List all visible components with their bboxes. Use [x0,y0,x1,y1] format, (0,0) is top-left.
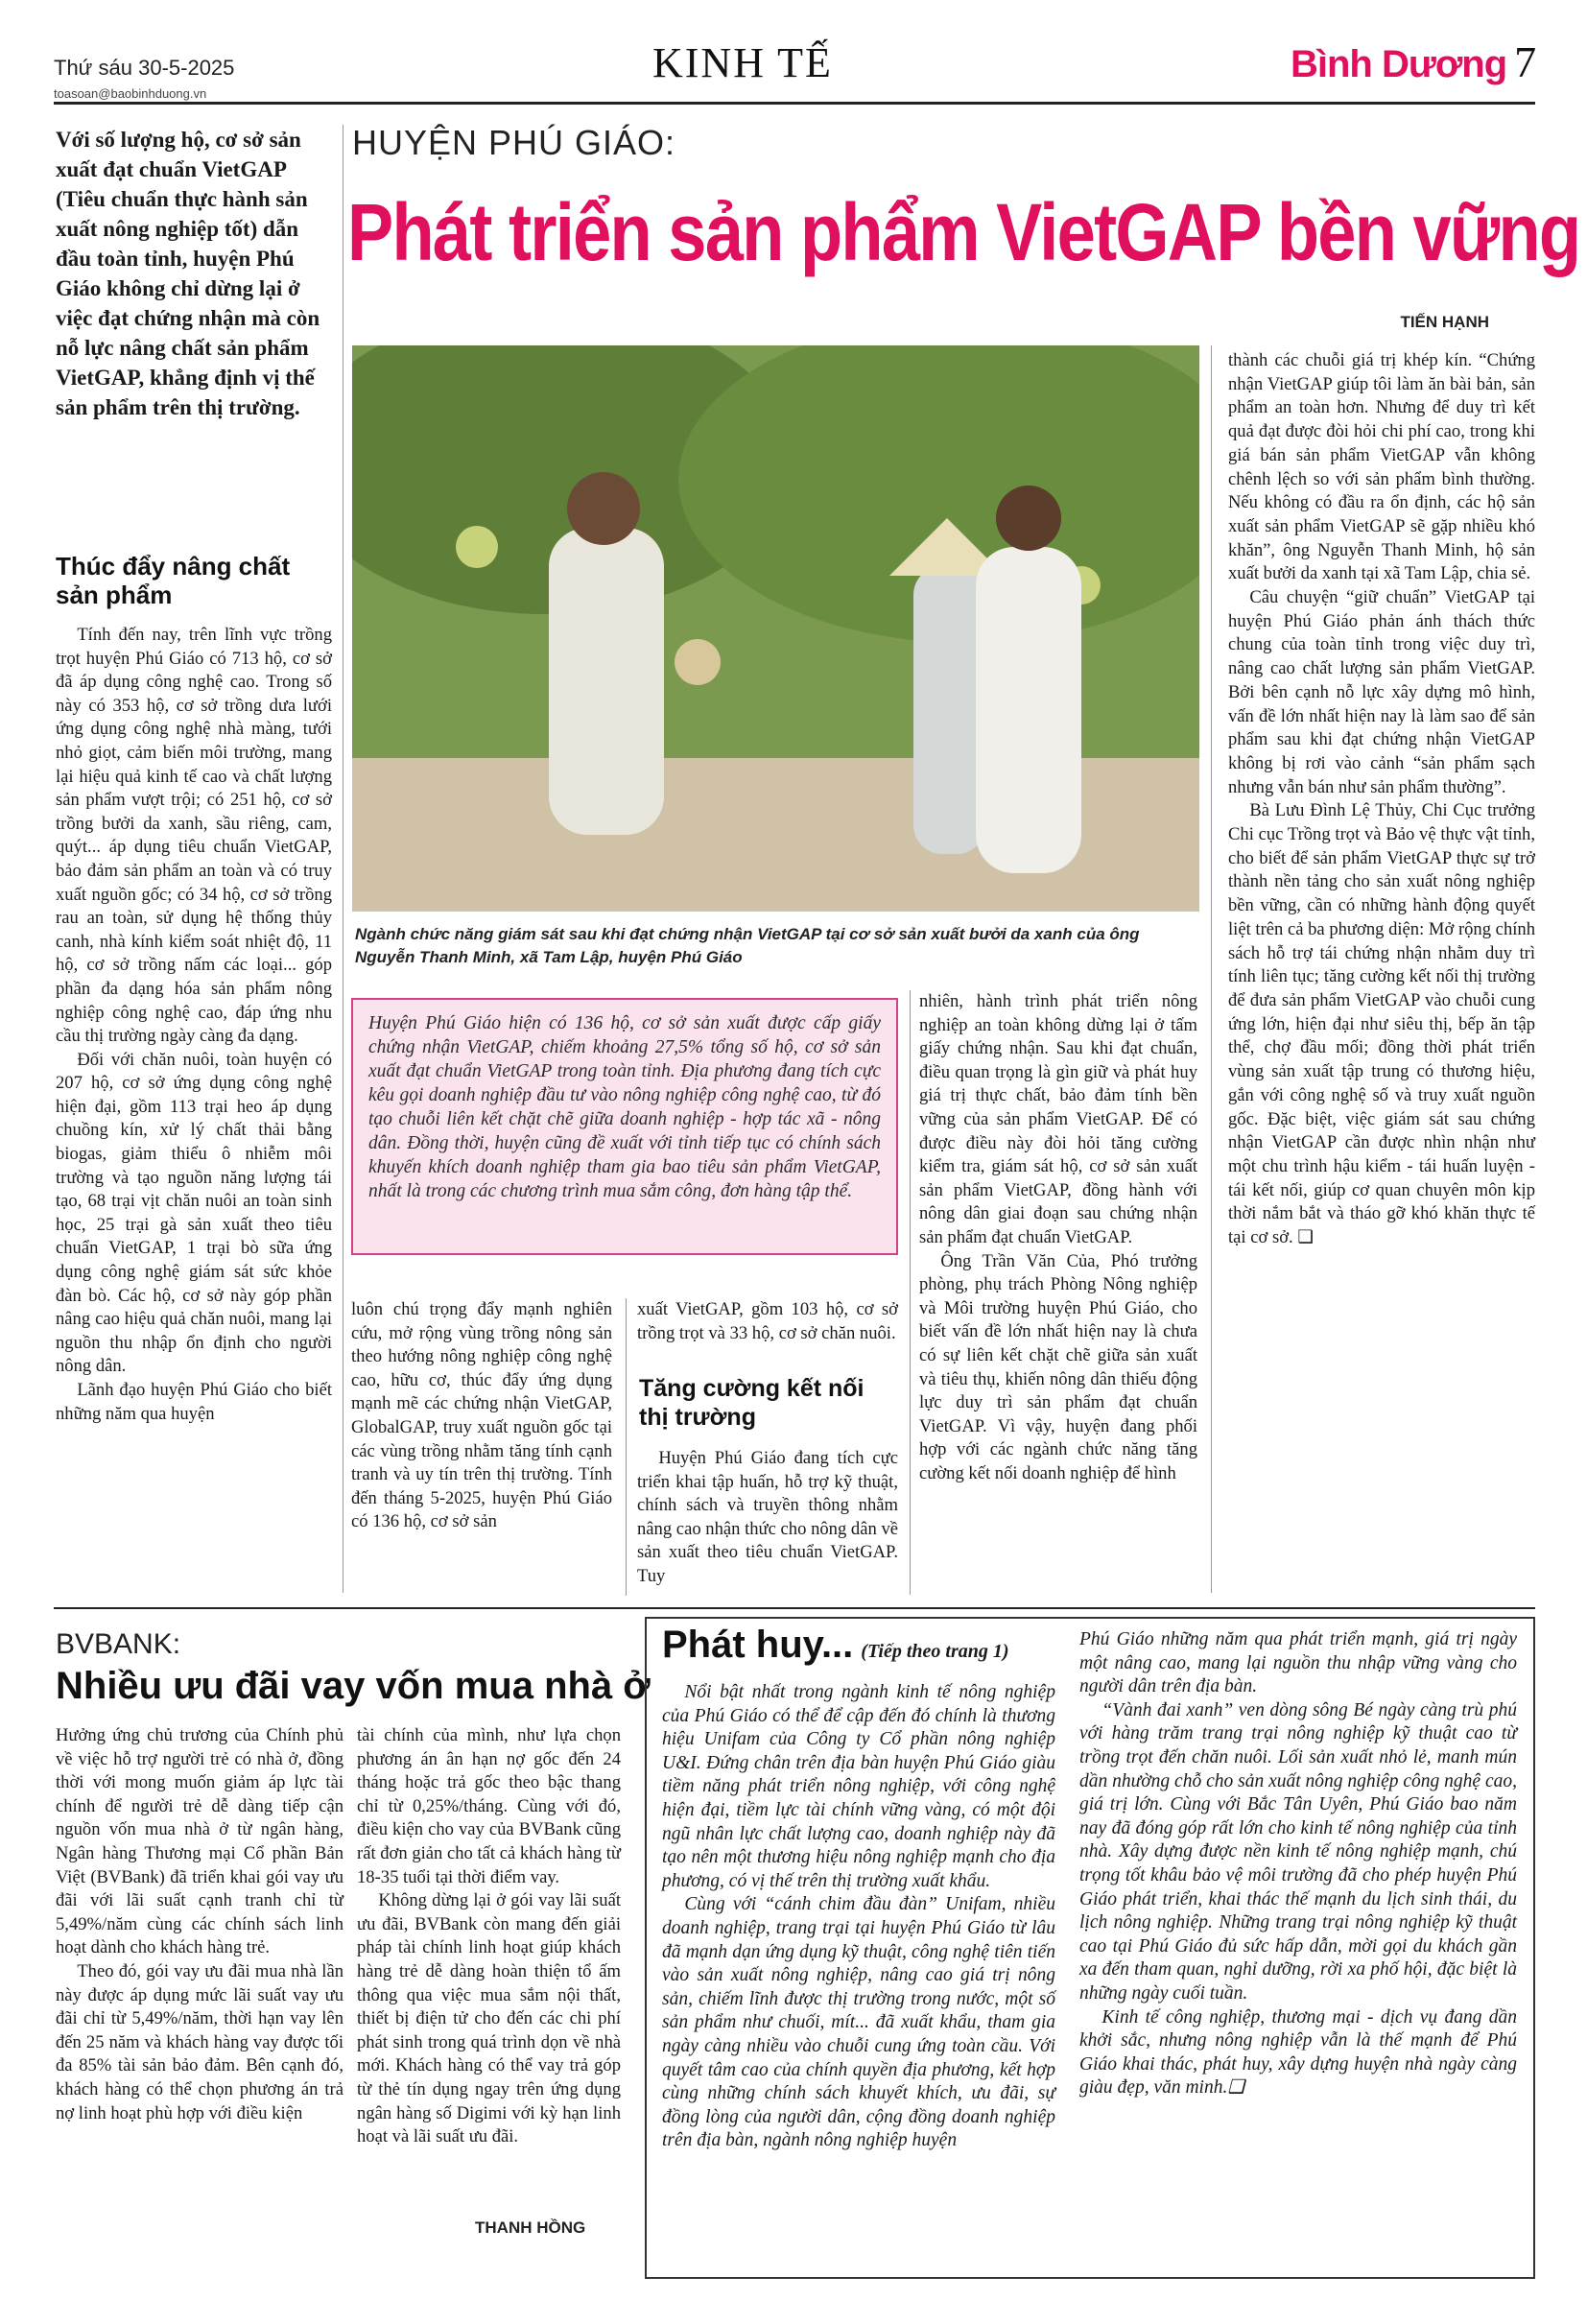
paragraph: Câu chuyện “giữ chuẩn” VietGAP tại huyện Phú Giáo phản ánh thách thức chung của toàn tỉnh trong việc duy trì, nâng cao chất lượng sản phẩm VietGAP. Bởi bên cạnh nỗ lực xây dựng mô hình, vấn đề lớn nhất hiện nay là làm sao để sản phẩm sau khi đạt chứng nhận VietGAP không bị rơi vào cảnh “sản phẩm sạch nhưng vẫn bán như sản phẩm thường”. [1228,587,1535,797]
paragraph: luôn chú trọng đẩy mạnh nghiên cứu, mở rộng vùng trồng nông sản theo hướng nông nghiệp công nghệ cao, hữu cơ, thúc đẩy ứng dụng mạnh mẽ các chứng nhận VietGAP, GlobalGAP, truy xuất nguồn gốc tại các vùng trồng nhằm tăng tính cạnh tranh và uy tín trên thị trường. Tính đến tháng 5-2025, huyện Phú Giáo có 136 hộ, cơ sở sản [351,1299,612,1532]
paragraph: Ông Trần Văn Của, Phó trưởng phòng, phụ trách Phòng Nông nghiệp và Môi trường huyện Phú Giáo, cho biết vấn đề lớn nhất hiện nay là chưa có sự liên kết chặt chẽ giữa sản xuất và tiêu thụ, khiến nông dân thiếu động lực duy trì sản phẩm đạt chuẩn VietGAP. Vì vậy, huyện đang phối hợp với các ngành chức năng tăng cường kết nối doanh nghiệp để hình [919,1250,1197,1483]
column-divider [626,1298,627,1596]
issue-date: Thứ sáu 30-5-2025 [54,56,235,80]
subhead-tang-cuong: Tăng cường kết nối thị trường [639,1375,865,1431]
paragraph: Theo đó, gói vay ưu đãi mua nhà lần này được áp dụng mức lãi suất vay ưu đãi chỉ từ 5,49%/năm, thời hạn vay lên đến 25 năm và khách hàng vay được tối đa 85% tài sản bảo đảm. Bên cạnh đó, khách hàng có thể chọn phương án trả nợ linh hoạt phù hợp với điều kiện [56,1960,343,2123]
paragraph: Không dừng lại ở gói vay lãi suất ưu đãi, BVBank còn mang đến giải pháp tài chính linh hoạt giúp khách hàng trẻ dễ dàng hoàn thiện tổ ấm thông qua việc mua sắm nội thất, thiết bị điện tử cho đến các chi phí phát sinh trong quá trình dọn về nhà mới. Khách hàng có thể vay trả góp từ thẻ tín dụng ngay trên ứng dụng ngân hàng số Digimi với kỳ hạn linh hoạt và lãi suất ưu đãi. [357,1890,621,2147]
masthead-rule [54,102,1535,105]
article-kicker: HUYỆN PHÚ GIÁO: [352,123,676,162]
lead-intro: Với số lượng hộ, cơ sở sản xuất đạt chuẩn VietGAP (Tiêu chuẩn thực hành sản xuất nông nghiệp tốt) dẫn đầu toàn tỉnh, huyện Phú Giáo không chỉ dừng lại ở việc đạt chứng nhận mà còn nỗ lực nâng chất sản phẩm VietGAP, khẳng định vị thế sản phẩm trên thị trường. [56,128,320,419]
paragraph: Kinh tế công nghiệp, thương mại - dịch vụ đang dần khởi sắc, nhưng nông nghiệp vẫn là thế mạnh để Phú Giáo khai thác, phát huy, xây dựng huyện nhà ngày càng giàu đẹp, văn minh.❑ [1079,2006,1517,2099]
column-divider [1211,345,1212,1593]
paragraph: Bà Lưu Đình Lệ Thủy, Chi Cục trưởng Chi cục Trồng trọt và Bảo vệ thực vật tỉnh, cho biết để sản phẩm VietGAP thực sự trở thành nền tảng cho sản xuất nông nghiệp bền vững, cần có những hành động quyết liệt trên cả ba phương diện: Mở rộng chính sách hỗ trợ tái chứng nhận nhằm duy trì tính liên tục; tăng cường kết nối thị trường để đưa sản phẩm VietGAP vào chuỗi cung ứng lớn, hiện đại như siêu thị, bếp ăn tập thể, chợ đầu mối; đồng thời phát triển vùng sản xuất tập trung có thương hiệu, gắn với công nghệ số và truy xuất nguồn gốc. Đặc biệt, việc giám sát sau chứng nhận VietGAP cần được nhìn nhận như một chu trình hậu kiểm - tái huấn luyện - tái kết nối, giúp cơ quan chuyên môn kịp thời nắm bắt và tháo gỡ khó khăn thực tế tại cơ sở. ❑ [1228,800,1535,1248]
article-column-1 [56,624,332,1426]
article-column-5 [1228,349,1535,1250]
masthead-brand [1291,36,1536,87]
highlight-text: Huyện Phú Giáo hiện có 136 hộ, cơ sở sản xuất được cấp giấy chứng nhận VietGAP, chiếm khoảng 27,5% tổng số hộ, cơ sở sản xuất đạt chuẩn VietGAP trong toàn tỉnh. Địa phương đang tích cực kêu gọi doanh nghiệp đầu tư vào nông nghiệp công nghệ cao, từ đó tạo chuỗi liên kết chặt chẽ giữa doanh nghiệp - hợp tác xã - nông dân. Đồng thời, huyện cũng đề xuất với tỉnh tiếp tục có chính sách khuyến khích doanh nghiệp tham gia bao tiêu sản phẩm VietGAP, nhất là trong các chương trình mua sắm công, đơn hàng tập thể. [368,1013,881,1201]
bvbank-author: THANH HỒNG [475,2218,586,2237]
bvbank-headline: Nhiều ưu đãi vay vốn mua nhà ở [56,1665,651,1707]
article-photo [352,345,1199,912]
highlight-box [351,998,898,1255]
section-rule [54,1607,1535,1609]
paragraph: Cùng với “cánh chim đầu đàn” Unifam, nhiều doanh nghiệp, trang trại tại huyện Phú Giáo từ lâu đã mạnh dạn ứng dụng kỹ thuật, công nghệ tiên tiến vào sản xuất nông nghiệp, nâng cao giá trị nông sản, chiếm lĩnh được thị trường trong nước, một số sản phẩm như chuối, mít... đã xuất khẩu, tham gia ngày càng nhiều vào chuỗi cung ứng toàn cầu. Với quyết tâm cao của chính quyền địa phương, kết hợp cùng những chính sách khuyết khích, ưu đãi, sự đồng lòng của người dân, cộng đồng doanh nghiệp trên địa bàn, ngành nông nghiệp huyện [662,1894,1055,2151]
paragraph: “Vành đai xanh” ven dòng sông Bé ngày càng trù phú với hàng trăm trang trại nông nghiệp kỹ thuật cao từ trồng trọt đến chăn nuôi. Lối sản xuất nhỏ lẻ, manh mún dần nhường chỗ cho sản xuất nông nghiệp công nghệ cao, giá trị lớn. Cùng với Bắc Tân Uyên, Phú Giáo bao năm nay đã đóng góp rất lớn cho kinh tế nông nghiệp của tỉnh nhà. Xây dựng được nền kinh tế nông nghiệp mạnh, chú trọng tốt khâu bảo vệ môi trường đã cho phép huyện Phú Giáo phát triển, khai thác thế mạnh du lịch sinh thái, du lịch nông nghiệp. Những trang trại nông nghiệp kỹ thuật cao tại Phú Giáo đủ sức hấp dẫn, mời gọi du khách gần xa đến tham quan, nghỉ dưỡng, rời xa phố hội, đặc biệt là những ngày cuối tuần. [1079,1699,1517,2004]
paragraph: Hưởng ứng chủ trương của Chính phủ về việc hỗ trợ người trẻ có nhà ở, đồng thời với mong muốn giảm áp lực tài chính để người trẻ dễ dàng tiếp cận nguồn vốn mua nhà ở từ ngân hàng, Ngân hàng Thương mại Cổ phần Bản Việt (BVBank) đã triển khai gói vay ưu đãi với lãi suất cạnh tranh chỉ từ 5,49%/năm cùng các chính sách linh hoạt dành cho khách hàng trẻ. [56,1725,343,1958]
paragraph: nhiên, hành trình phát triển nông nghiệp an toàn không dừng lại ở tấm giấy chứng nhận. Sau khi đạt chuẩn, điều quan trọng là gìn giữ và phát huy giá trị thực chất, bảo đảm tính bền vững của sản phẩm VietGAP. Để có được điều này đòi hỏi tăng cường kiểm tra, giám sát hộ, cơ sở sản xuất sản phẩm VietGAP, đồng hành với nông dân giai đoạn sau chứng nhận sản phẩm đạt chuẩn VietGAP. [919,991,1197,1247]
paragraph: Tính đến nay, trên lĩnh vực trồng trọt huyện Phú Giáo có 713 hộ, cơ sở đã áp dụng công nghệ cao. Trong số này có 353 hộ, cơ sở trồng dưa lưới ứng dụng công nghệ nhà màng, tưới nhỏ giọt, cảm biến môi trường, mang lại hiệu quả kinh tế cao và chất lượng sản phẩm vượt trội; có 251 hộ, cơ sở trồng bưởi da xanh, sầu riêng, cam, quýt... áp dụng tiêu chuẩn VietGAP, bảo đảm sản phẩm an toàn và có truy xuất nguồn gốc; có 34 hộ, cơ sở trồng rau an toàn, sử dụng hệ thống thủy canh, nhà kính kiểm soát nhiệt độ, 11 hộ, cơ sở trồng nấm các loại... góp phần đa dạng hóa sản phẩm nông nghiệp công nghệ cao, đáp ứng nhu cầu thị trường ngày càng đa dạng. [56,625,332,1047]
article-author: TIẾN HẠNH [1400,313,1489,331]
paragraph: Lãnh đạo huyện Phú Giáo cho biết những năm qua huyện [56,1380,332,1424]
phat-huy-continued: (Tiếp theo trang 1) [861,1641,1009,1662]
paragraph: Đối với chăn nuôi, toàn huyện có 207 hộ, cơ sở ứng dụng công nghệ hiện đại, gồm 113 trại heo áp dụng chuồng kín, xử lý chất thải bằng biogas, giảm thiểu ô nhiễm môi trường và tạo nguồn năng lượng tái tạo, 68 trại vịt chăn nuôi an toàn sinh học, 25 trại gà sản xuất theo tiêu chuẩn VietGAP, 1 trại bò sữa ứng dụng công nghệ giám sát sức khỏe đàn bò. Các hộ, cơ sở này góp phần nâng cao hiệu quả chăn nuôi, mang lại nguồn thu nhập ổn định cho người nông dân. [56,1049,332,1377]
article-column-3 [637,1298,898,1345]
section-title: KINH TẾ [652,39,833,86]
orchard-photo-illustration [352,345,1199,912]
subhead-thuc-day: Thúc đẩy nâng chất sản phẩm [56,552,291,609]
paragraph: Huyện Phú Giáo đang tích cực triển khai tập huấn, hỗ trợ kỹ thuật, chính sách và truyền thông nhằm nâng cao nhận thức cho nông dân về sản xuất theo tiêu chuẩn VietGAP. Tuy [637,1448,898,1586]
paragraph: thành các chuỗi giá trị khép kín. “Chứng nhận VietGAP giúp tôi làm ăn bài bản, sản phẩm an toàn hơn. Nhưng để duy trì kết quả đạt được đòi hỏi chi phí cao, trong khi giá bán sản phẩm VietGAP vẫn không chênh lệch so với sản phẩm bình thường. Nếu không có đầu ra ổn định, các hộ sản xuất sản phẩm VietGAP sẽ gặp nhiều khó khăn”, ông Nguyễn Thanh Minh, hộ sản xuất bưởi da xanh tại xã Tam Lập, chia sẻ. [1228,350,1535,584]
paragraph: xuất VietGAP, gồm 103 hộ, cơ sở trồng trọt và 33 hộ, cơ sở chăn nuôi. [637,1299,898,1343]
page-number: 7 [1514,37,1537,86]
paragraph: tài chính của mình, như lựa chọn phương án ân hạn nợ gốc đến 24 tháng hoặc trả gốc theo bậc thang chỉ từ 0,25%/tháng. Cùng với đó, điều kiện cho vay của BVBank cũng rất đơn giản cho tất cả khách hàng từ 18-35 tuổi tại thời điểm vay. [357,1725,621,1887]
article-column-3-bottom [637,1447,898,1589]
paragraph: Nổi bật nhất trong ngành kinh tế nông nghiệp của Phú Giáo có thể để cập đến đó chính là thương hiệu Unifam của Công ty Cổ phần nông nghiệp U&I. Đứng chân trên địa bàn huyện Phú Giáo giàu tiềm năng phát triển nông nghiệp, với công nghệ hiện đại, tiềm lực tài chính vững vàng, có một đội ngũ nhân lực chất lượng cao, doanh nghiệp này đã tạo nên một thương hiệu nông nghiệp mạnh cho địa phương, có vị thế trên thị trường xuất khẩu. [662,1682,1055,1891]
bvbank-kicker: BVBANK: [56,1628,181,1660]
bvbank-column-1 [56,1724,343,2125]
phat-huy-column-1 [662,1681,1055,2153]
paragraph: Phú Giáo những năm qua phát triển mạnh, giá trị ngày một nâng cao, mang lại nguồn thu nhập vững vàng cho người dân trên địa bàn. [1079,1629,1517,1697]
column-divider [910,990,911,1595]
article-column-2 [351,1298,612,1534]
article-headline: Phát triển sản phẩm VietGAP bền vững [347,187,1580,277]
photo-caption: Ngành chức năng giám sát sau khi đạt chứng nhận VietGAP tại cơ sở sản xuất bưởi da xanh của ông Nguyễn Thanh Minh, xã Tam Lập, huyện Phú Giáo [355,925,1140,966]
article-column-4 [919,990,1197,1485]
paper-name: Bình Dương [1291,43,1507,85]
phat-huy-heading [662,1624,1009,1667]
phat-huy-column-2 [1079,1628,1517,2100]
phat-huy-title: Phát huy... [662,1624,854,1666]
bvbank-column-2 [357,1724,621,2149]
newsroom-email: toasoan@baobinhduong.vn [54,86,207,101]
